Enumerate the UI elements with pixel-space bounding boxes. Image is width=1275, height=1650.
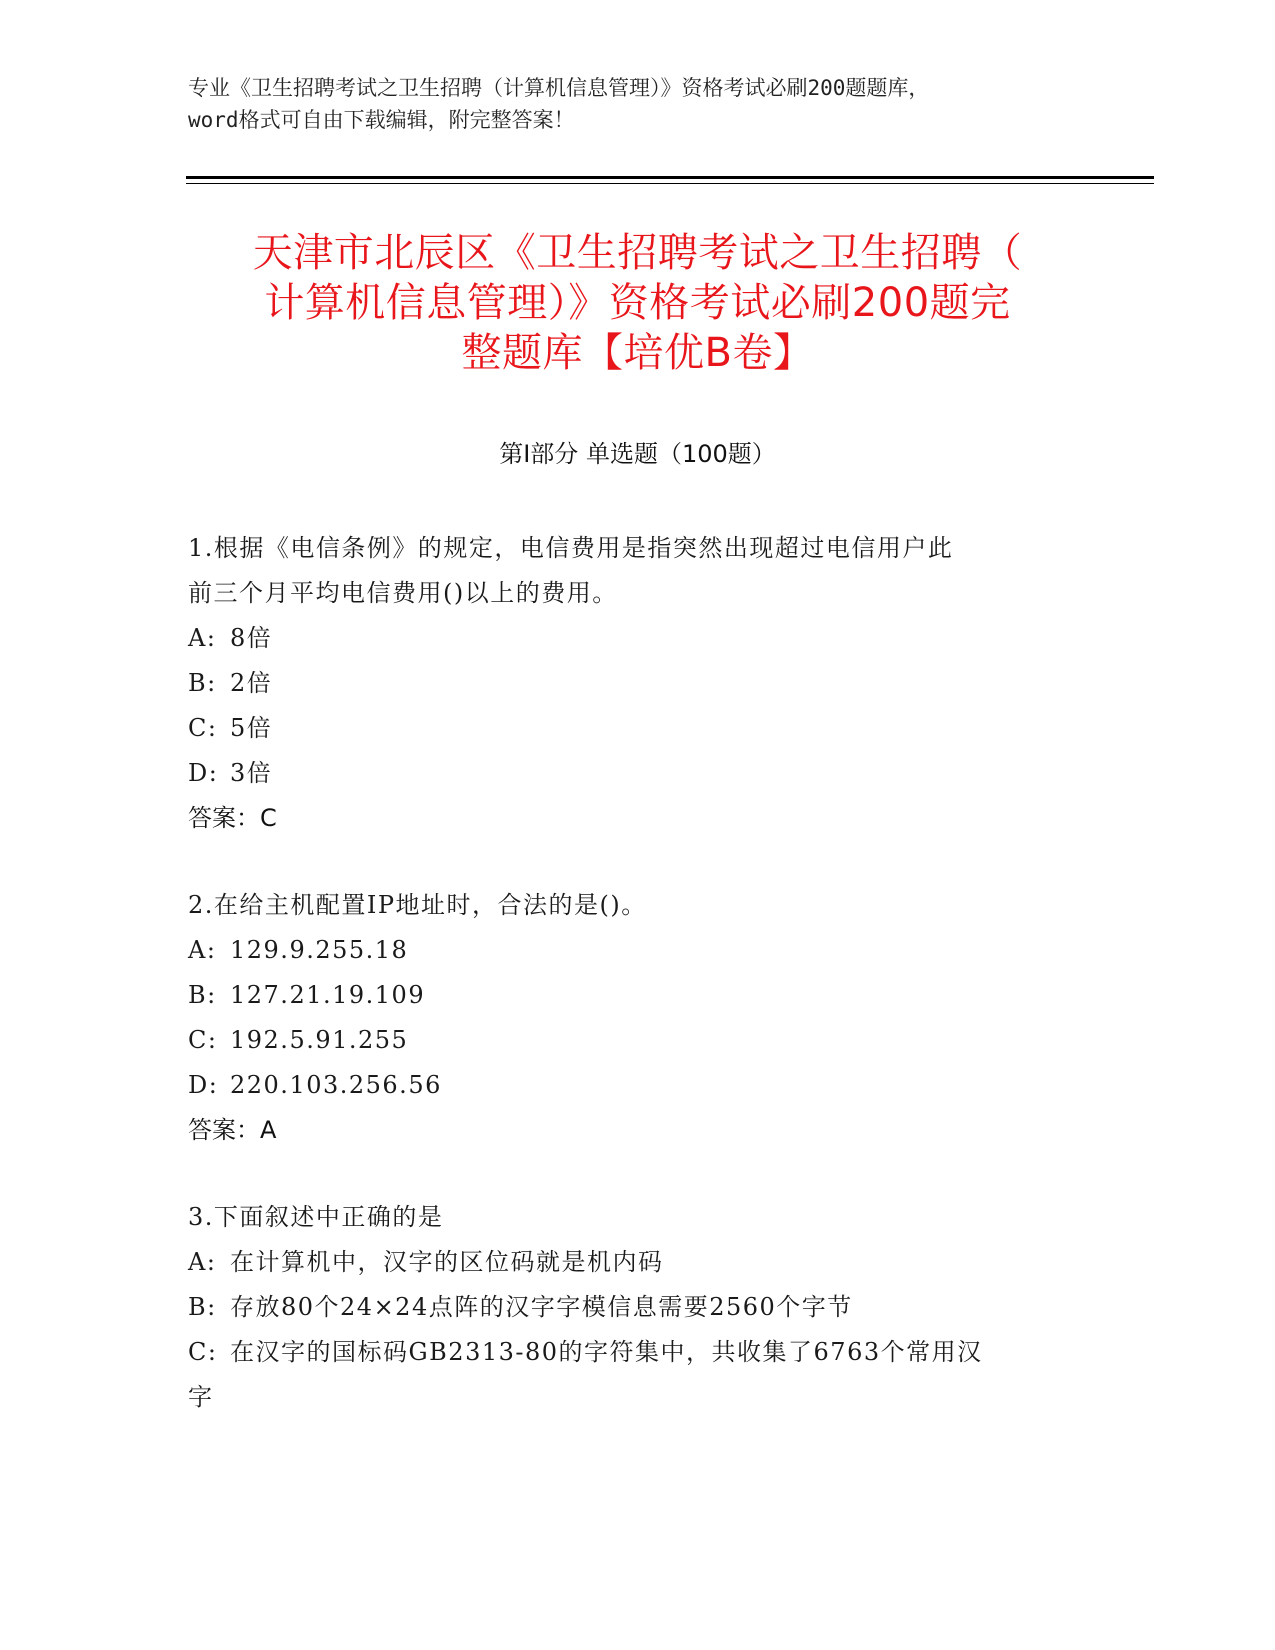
option-text: 129.9.255.18 [230,936,409,964]
option-d [188,751,1068,796]
header-divider-thin [186,183,1154,184]
option-letter: A: [188,1248,217,1276]
question-2 [188,883,1068,1153]
option-continuation: 字 [188,1383,214,1411]
answer-label: 答案：C [188,804,277,832]
option-c [188,1330,1068,1375]
option-c [188,706,1068,751]
option-text: 127.21.19.109 [230,981,426,1009]
question-list [188,526,1068,1462]
option-letter: B: [188,669,217,697]
option-text: 220.103.256.56 [230,1071,442,1099]
header-divider-thick [186,176,1154,179]
option-text: 8倍 [230,624,273,652]
question-stem-line: 2.在给主机配置IP地址时，合法的是()。 [188,891,647,919]
question-1 [188,526,1068,841]
document-title [150,228,1125,378]
option-letter: B: [188,1293,217,1321]
option-text: 5倍 [230,714,273,742]
question-stem-line: 前三个月平均电信费用()以上的费用。 [188,579,618,607]
option-b [188,1285,1068,1330]
option-letter: A: [188,936,217,964]
question-stem-line: 1.根据《电信条例》的规定，电信费用是指突然出现超过电信用户此 [188,534,954,562]
header-note-line-1: 专业《卫生招聘考试之卫生招聘（计算机信息管理）》资格考试必刷200题题库， [188,76,930,100]
header-note [188,72,1088,136]
section-heading: 第I部分 单选题（100题） [499,440,776,468]
option-letter: D: [188,759,219,787]
option-text: 在汉字的国标码GB2313-80的字符集中，共收集了6763个常用汉 [230,1338,983,1366]
title-line-3: 整题库【培优B卷】 [461,330,814,376]
option-text: 192.5.91.255 [230,1026,409,1054]
option-letter: A: [188,624,217,652]
option-letter: C: [188,1338,218,1366]
title-line-1: 天津市北辰区《卫生招聘考试之卫生招聘（ [252,230,1023,276]
title-line-2: 计算机信息管理）》资格考试必刷200题完 [264,280,1011,326]
option-c [188,1018,1068,1063]
option-text: 在计算机中，汉字的区位码就是机内码 [230,1248,664,1276]
option-d [188,1063,1068,1108]
option-letter: B: [188,981,217,1009]
option-letter: D: [188,1071,219,1099]
option-a [188,1240,1068,1285]
option-letter: C: [188,1026,218,1054]
option-b [188,661,1068,706]
question-3 [188,1195,1068,1420]
option-letter: C: [188,714,218,742]
option-a [188,928,1068,973]
option-text: 2倍 [230,669,273,697]
question-stem-line: 3.下面叙述中正确的是 [188,1203,444,1231]
option-text: 3倍 [230,759,273,787]
option-text: 存放80个24×24点阵的汉字字模信息需要2560个字节 [230,1293,853,1321]
option-b [188,973,1068,1018]
header-note-line-2: word格式可自由下载编辑，附完整答案！ [188,108,575,132]
answer-label: 答案：A [188,1116,277,1144]
option-a [188,616,1068,661]
